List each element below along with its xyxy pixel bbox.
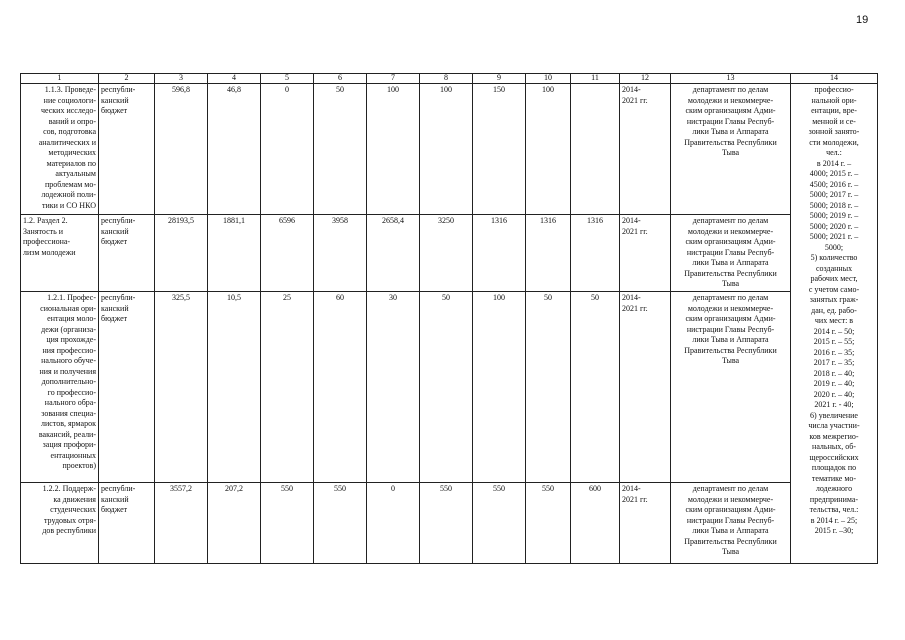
value-cell: 550 xyxy=(526,483,571,564)
header-cell: 13 xyxy=(671,74,791,84)
value-cell: 60 xyxy=(314,292,367,483)
funding-source: республи- канский бюджет xyxy=(99,483,155,564)
value-cell: 25 xyxy=(261,292,314,483)
value-cell: 10,5 xyxy=(208,292,261,483)
value-cell: 50 xyxy=(420,292,473,483)
executor-cell: департамент по делам молодежи и некоммерче- ским организациям Адми- нистрации Главы Респуб- лики Тыва и Аппарата Правительства Республики Тыва xyxy=(671,292,791,483)
value-cell: 2658,4 xyxy=(367,215,420,292)
value-cell: 0 xyxy=(367,483,420,564)
value-cell: 3250 xyxy=(420,215,473,292)
value-cell: 596,8 xyxy=(155,84,208,215)
header-cell: 8 xyxy=(420,74,473,84)
header-cell: 10 xyxy=(526,74,571,84)
value-cell: 3958 xyxy=(314,215,367,292)
value-cell: 0 xyxy=(261,84,314,215)
table-row xyxy=(21,292,878,483)
value-cell: 1881,1 xyxy=(208,215,261,292)
period-cell: 2014- 2021 гг. xyxy=(620,84,671,215)
activity-name: 1.1.3. Проведе- ние социологи- ческих исследо- ваний и опро- сов, подготовка аналитических и методических материалов по актуальным проблемам мо- лодежной поли- тики и СО НКО xyxy=(21,84,99,215)
value-cell: 30 xyxy=(367,292,420,483)
header-cell: 12 xyxy=(620,74,671,84)
funding-source: республи- канский бюджет xyxy=(99,84,155,215)
header-cell: 3 xyxy=(155,74,208,84)
value-cell: 28193,5 xyxy=(155,215,208,292)
activity-name: 1.2. Раздел 2. Занятость и профессиона- лизм молодежи xyxy=(21,215,99,292)
header-cell: 11 xyxy=(571,74,620,84)
value-cell: 1316 xyxy=(571,215,620,292)
header-cell: 6 xyxy=(314,74,367,84)
header-cell: 9 xyxy=(473,74,526,84)
header-cell: 14 xyxy=(791,74,878,84)
value-cell: 50 xyxy=(571,292,620,483)
value-cell: 325,5 xyxy=(155,292,208,483)
table-row xyxy=(21,483,878,564)
header-cell: 4 xyxy=(208,74,261,84)
value-cell: 550 xyxy=(420,483,473,564)
value-cell: 150 xyxy=(473,84,526,215)
header-cell: 5 xyxy=(261,74,314,84)
value-cell: 6596 xyxy=(261,215,314,292)
funding-source: республи- канский бюджет xyxy=(99,215,155,292)
period-cell: 2014- 2021 гг. xyxy=(620,215,671,292)
value-cell: 1316 xyxy=(526,215,571,292)
executor-cell: департамент по делам молодежи и некоммерче- ским организациям Адми- нистрации Главы Респуб- лики Тыва и Аппарата Правительства Республики Тыва xyxy=(671,483,791,564)
header-cell: 7 xyxy=(367,74,420,84)
funding-source: республи- канский бюджет xyxy=(99,292,155,483)
value-cell: 50 xyxy=(314,84,367,215)
value-cell: 207,2 xyxy=(208,483,261,564)
program-activities-table xyxy=(20,73,878,564)
executor-cell: департамент по делам молодежи и некоммерче- ским организациям Адми- нистрации Главы Респуб- лики Тыва и Аппарата Правительства Республики Тыва xyxy=(671,215,791,292)
executor-cell: департамент по делам молодежи и некоммерче- ским организациям Адми- нистрации Главы Респуб- лики Тыва и Аппарата Правительства Республики Тыва xyxy=(671,84,791,215)
table-row xyxy=(21,84,878,215)
value-cell xyxy=(571,84,620,215)
value-cell: 550 xyxy=(473,483,526,564)
value-cell: 100 xyxy=(367,84,420,215)
period-cell: 2014- 2021 гг. xyxy=(620,292,671,483)
table-row xyxy=(21,215,878,292)
value-cell: 550 xyxy=(261,483,314,564)
value-cell: 100 xyxy=(526,84,571,215)
value-cell: 100 xyxy=(420,84,473,215)
page-number: 19 xyxy=(856,14,869,26)
value-cell: 46,8 xyxy=(208,84,261,215)
header-row xyxy=(21,74,878,84)
value-cell: 600 xyxy=(571,483,620,564)
activity-name: 1.2.1. Профес- сиональная ори- ентация моло- дежи (организа- ция прохожде- ния профессио- нального обуче- ния и получения дополнительно- го профессио- нального обра- зования специа- листов, ярмарок вакансий, реали- зация профори- ентационных проектов) xyxy=(21,292,99,483)
header-cell: 2 xyxy=(99,74,155,84)
value-cell: 550 xyxy=(314,483,367,564)
period-cell: 2014- 2021 гг. xyxy=(620,483,671,564)
results-cell: профессио- нальной ори- ентации, вре- менной и се- зонной занято- сти молодежи, чел.: в 2014 г. – 4000; 2015 г. – 4500; 2016 г. – 5000; 2017 г. – 5000; 2018 г. – 5000; 2019 г. – 5000; 2020 г. – 5000; 2021 г. – 5000; 5) количество созданных рабочих мест, с учетом само- занятых граж- дан, ед. рабо- чих мест: в 2014 г. – 50; 2015 г. – 55; 2016 г. – 35; 2017 г. – 35; 2018 г. – 40; 2019 г. – 40; 2020 г. – 40; 2021 г. - 40; 6) увеличение числа участни- ков межрегио- нальных, об- щероссийских площадок по тематике мо- лодежного предпринима- тельства, чел.: в 2014 г. – 25; 2015 г. –30; xyxy=(791,84,878,564)
value-cell: 1316 xyxy=(473,215,526,292)
value-cell: 50 xyxy=(526,292,571,483)
header-cell: 1 xyxy=(21,74,99,84)
value-cell: 3557,2 xyxy=(155,483,208,564)
activity-name: 1.2.2. Поддерж- ка движения студенческих трудовых отря- дов республики xyxy=(21,483,99,564)
value-cell: 100 xyxy=(473,292,526,483)
